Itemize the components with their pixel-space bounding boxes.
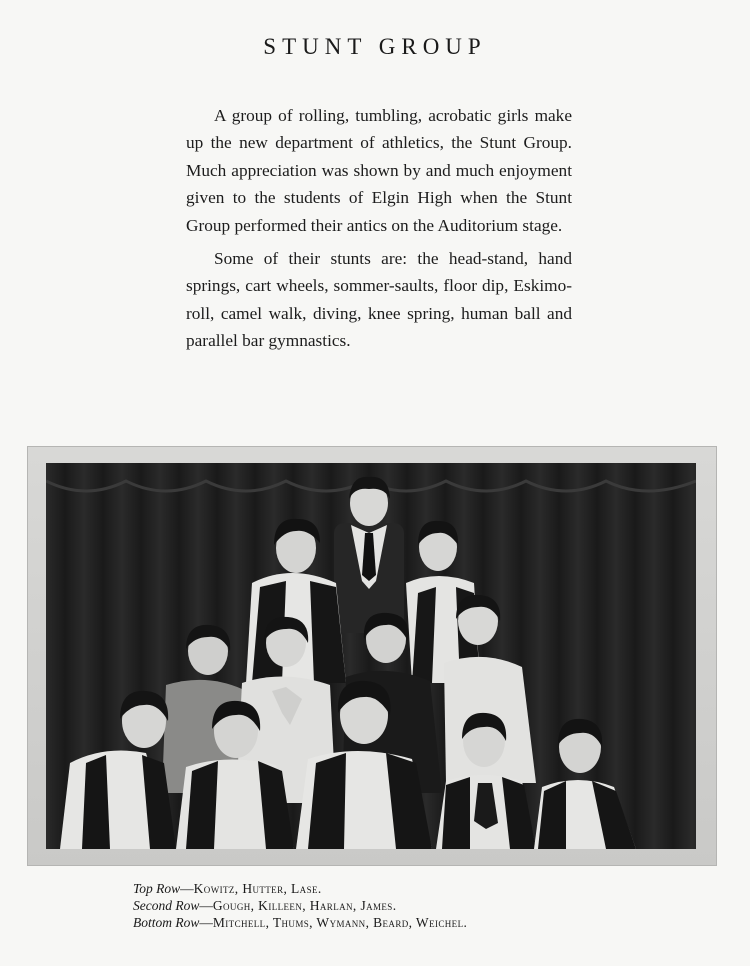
page-title: STUNT GROUP (263, 34, 487, 59)
caption-row-label: Bottom Row (133, 915, 200, 930)
photo-caption (133, 880, 693, 931)
caption-names: Gough, Killeen, Harlan, James. (212, 898, 397, 913)
caption-dash: — (199, 898, 213, 913)
caption-names: Kowitz, Hutter, Lase. (193, 881, 322, 896)
caption-second-row (133, 897, 693, 914)
caption-dash: — (180, 881, 194, 896)
group-photo (46, 463, 696, 849)
article-body (186, 102, 572, 355)
paragraph-2: Some of their stunts are: the head-stand, hand springs, cart wheels, sommer-saults, floor dip, Eskimo-roll, camel walk, diving, knee spring, human ball and parallel bar gymnastics. (186, 249, 572, 351)
caption-bottom-row (133, 914, 693, 931)
caption-names: Mitchell, Thums, Wymann, Beard, Weichel. (212, 915, 468, 930)
caption-top-row (133, 880, 693, 897)
paragraph-1: A group of rolling, tumbling, acrobatic girls make up the new department of athletics, the Stunt Group. Much appreciation was shown by and much enjoyment given to the students of Elgin High when the Stunt Group performed their antics on the Auditorium stage. (186, 106, 572, 235)
caption-row-label: Top Row (133, 881, 181, 896)
group-photo-illustration (46, 463, 696, 849)
caption-dash: — (199, 915, 213, 930)
caption-row-label: Second Row (133, 898, 200, 913)
